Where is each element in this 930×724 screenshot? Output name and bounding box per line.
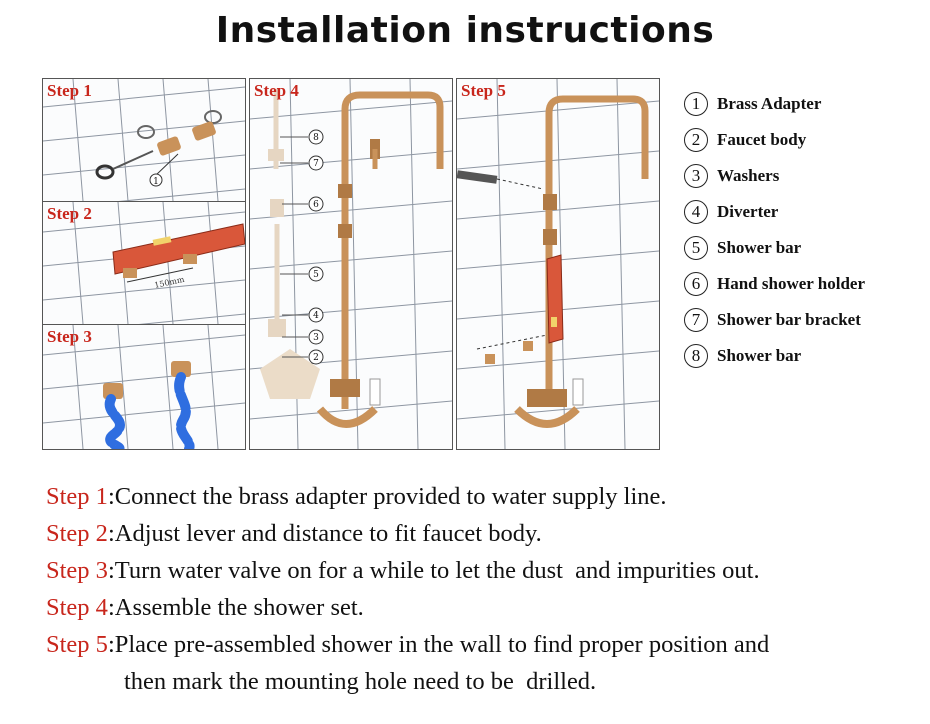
legend-label: Hand shower holder (717, 274, 865, 293)
step5-tag: Step 5 (461, 81, 506, 100)
step5-illustration (457, 79, 659, 449)
legend-item (684, 302, 924, 338)
step-line-4: Step 4:Assemble the shower set. (46, 594, 364, 621)
step-line-2: Step 2:Adjust lever and distance to fit faucet body. (46, 520, 542, 547)
legend-item (684, 338, 924, 374)
step-label: Step 1 (46, 483, 108, 510)
step-line-5: Step 5:Place pre-assembled shower in the wall to find proper position and (46, 631, 770, 658)
step4-part-label: 5 (313, 270, 319, 280)
step4-tag: Step 4 (254, 81, 299, 100)
step4-part-label: 4 (313, 311, 319, 321)
legend-number: 5 (684, 236, 708, 260)
legend-item (684, 122, 924, 158)
step-label: Step 5 (46, 631, 108, 658)
step-line-3: Step 3:Turn water valve on for a while to let the dust and impurities out. (46, 557, 760, 584)
legend-item (684, 230, 924, 266)
step-text: Connect the brass adapter provided to water supply line. (114, 483, 667, 510)
step-instructions (46, 478, 926, 700)
step3-panel (42, 324, 246, 450)
legend-number: 2 (684, 128, 708, 152)
page-title: Installation instructions (215, 10, 715, 51)
legend-label: Faucet body (717, 130, 807, 149)
legend-number: 3 (684, 164, 708, 188)
step4-part-label: 6 (313, 200, 319, 210)
legend-label: Washers (717, 166, 780, 185)
step1-tag: Step 1 (47, 81, 92, 100)
step3-tag: Step 3 (47, 327, 92, 346)
step4-part-label: 7 (313, 159, 319, 169)
legend-number: 4 (684, 200, 708, 224)
legend-label: Shower bar (717, 346, 802, 365)
step-text: Adjust lever and distance to fit faucet body. (114, 520, 542, 547)
step-text: Place pre-assembled shower in the wall to find proper position and (114, 631, 770, 658)
step-line-5-continuation: then mark the mounting hole need to be drilled. (124, 668, 597, 695)
step2-tag: Step 2 (47, 204, 92, 223)
step2-distance-label: 150mm (153, 274, 186, 290)
legend-number: 1 (684, 92, 708, 116)
legend-label: Shower bar (717, 238, 802, 257)
step4-illustration (250, 79, 452, 449)
legend-item (684, 158, 924, 194)
step-text: Turn water valve on for a while to let the dust and impurities out. (114, 557, 760, 584)
step-label: Step 2 (46, 520, 108, 547)
step1-panel (42, 78, 246, 202)
step4-part-label: 8 (313, 133, 319, 143)
legend-number: 8 (684, 344, 708, 368)
step-label: Step 4 (46, 594, 108, 621)
legend-number: 7 (684, 308, 708, 332)
legend-number: 6 (684, 272, 708, 296)
legend-item (684, 86, 924, 122)
legend-item (684, 194, 924, 230)
step4-part-label: 3 (313, 333, 319, 343)
step-text: Assemble the shower set. (114, 594, 364, 621)
step-line-1: Step 1:Connect the brass adapter provided to water supply line. (46, 483, 667, 510)
step-label: Step 3 (46, 557, 108, 584)
legend-item (684, 266, 924, 302)
step5-panel (456, 78, 660, 450)
legend-label: Shower bar bracket (717, 310, 861, 329)
parts-legend (684, 86, 924, 374)
step4-part-label: 2 (313, 353, 319, 363)
step1-part-label: 1 (153, 177, 159, 187)
step2-panel (42, 201, 246, 325)
legend-label: Diverter (717, 202, 779, 221)
legend-label: Brass Adapter (717, 94, 822, 113)
step4-panel (249, 78, 453, 450)
